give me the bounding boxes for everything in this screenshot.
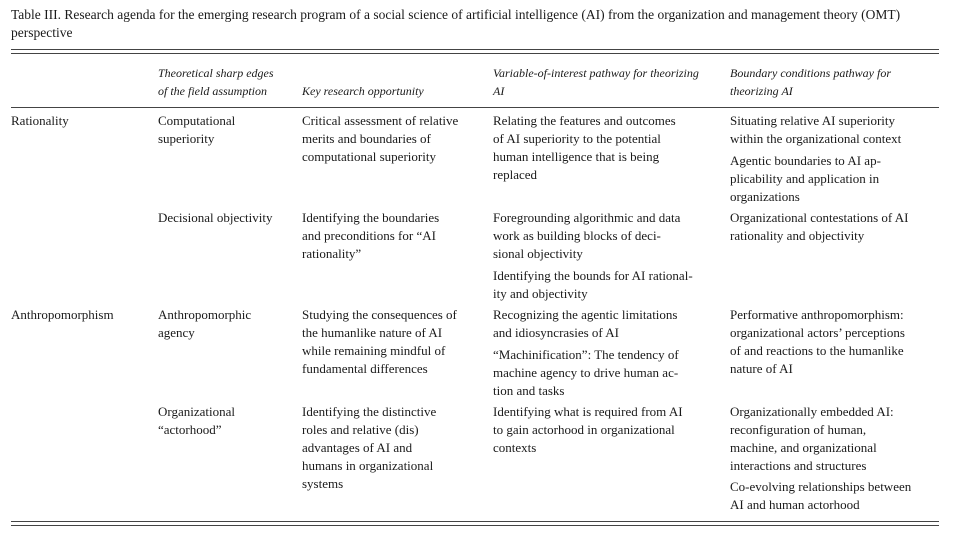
edge-line: Computational: [158, 113, 236, 128]
text-line: nature of AI: [730, 361, 793, 376]
text-line: rationality and objectivity: [730, 228, 865, 243]
text-line: plicability and application in: [730, 171, 880, 186]
edge-line: superiority: [158, 131, 215, 146]
text-line: Studying the consequences of: [302, 307, 457, 322]
text-line: systems: [302, 476, 344, 491]
text-line: merits and boundaries of: [302, 131, 431, 146]
category-rationality: Rationality: [11, 113, 69, 128]
header-edge-line2: of the field assumption: [158, 84, 267, 98]
text-line: Relating the features and outcomes: [493, 113, 676, 128]
bottom-rule-2: [11, 525, 939, 526]
text-line: Foregrounding algorithmic and data: [493, 210, 681, 225]
text-line: ity and objectivity: [493, 286, 588, 301]
text-line: Identifying the distinctive: [302, 404, 437, 419]
header-boundary-line2: theorizing AI: [730, 84, 793, 98]
text-line: of and reactions to the humanlike: [730, 343, 904, 358]
opportunity-computational: [302, 112, 500, 166]
boundary-computational-1: [730, 112, 954, 148]
top-rule: [11, 49, 939, 50]
edge-actorhood: [158, 403, 311, 439]
text-line: Co-evolving relationships between: [730, 479, 912, 494]
text-line: work as building blocks of deci-: [493, 228, 661, 243]
opportunity-actorhood: [302, 403, 500, 493]
edge-line: Anthropomorphic: [158, 307, 252, 322]
text-line: Critical assessment of relative: [302, 113, 459, 128]
header-edge-line1: Theoretical sharp edges: [158, 66, 274, 80]
text-line: sional objectivity: [493, 246, 583, 261]
variable-decisional-2: [493, 267, 738, 303]
text-line: rationality”: [302, 246, 362, 261]
header-boundary: [730, 64, 940, 100]
text-line: Organizational contestations of AI: [730, 210, 909, 225]
text-line: advantages of AI and: [302, 440, 413, 455]
text-line: machine agency to drive human ac-: [493, 365, 679, 380]
opportunity-decisional: [302, 209, 500, 263]
table-caption: Table III. Research agenda for the emerging research program of a social science of artificial intelligence (AI) from the organization and management theory (OMT) perspective: [11, 7, 901, 40]
header-edge: [158, 64, 298, 100]
boundary-agency: [730, 306, 954, 378]
opportunity-agency: [302, 306, 500, 378]
header-boundary-line1: Boundary conditions pathway for: [730, 66, 891, 80]
text-line: Agentic boundaries to AI ap-: [730, 153, 881, 168]
variable-computational: [493, 112, 738, 184]
header-variable-line1: Variable-of-interest pathway for theorizing: [493, 66, 699, 80]
text-line: Situating relative AI superiority: [730, 113, 895, 128]
edge-line: Decisional objectivity: [158, 210, 273, 225]
text-line: organizational actors’ perceptions: [730, 325, 905, 340]
boundary-computational-2: [730, 152, 954, 206]
text-line: replaced: [493, 167, 538, 182]
edge-computational: [158, 112, 311, 148]
boundary-decisional: [730, 209, 954, 245]
text-line: within the organizational context: [730, 131, 902, 146]
edge-line: “actorhood”: [158, 422, 222, 437]
boundary-actorhood-2: [730, 478, 954, 514]
text-line: while remaining mindful of: [302, 343, 446, 358]
text-line: roles and relative (dis): [302, 422, 419, 437]
edge-decisional: [158, 209, 311, 227]
text-line: Identifying what is required from AI: [493, 404, 683, 419]
header-opportunity: Key research opportunity: [302, 84, 424, 98]
text-line: Performative anthropomorphism:: [730, 307, 904, 322]
variable-decisional-1: [493, 209, 738, 263]
text-line: humans in organizational: [302, 458, 434, 473]
text-line: fundamental differences: [302, 361, 428, 376]
text-line: Identifying the bounds for AI rational-: [493, 268, 693, 283]
text-line: Organizationally embedded AI:: [730, 404, 894, 419]
text-line: reconfiguration of human,: [730, 422, 867, 437]
text-line: AI and human actorhood: [730, 497, 860, 512]
text-line: contexts: [493, 440, 537, 455]
text-line: and preconditions for “AI: [302, 228, 436, 243]
variable-actorhood: [493, 403, 738, 457]
text-line: Recognizing the agentic limitations: [493, 307, 678, 322]
boundary-actorhood-1: [730, 403, 954, 475]
variable-agency-2: [493, 346, 738, 400]
edge-agency: [158, 306, 311, 342]
header-rule: [11, 107, 939, 108]
bottom-rule: [11, 521, 939, 522]
text-line: “Machinification”: The tendency of: [493, 347, 679, 362]
edge-line: agency: [158, 325, 195, 340]
text-line: to gain actorhood in organizational: [493, 422, 675, 437]
edge-line: Organizational: [158, 404, 236, 419]
text-line: the humanlike nature of AI: [302, 325, 443, 340]
category-anthropomorphism: Anthropomorphism: [11, 307, 114, 322]
text-line: of AI superiority to the potential: [493, 131, 661, 146]
top-rule-2: [11, 53, 939, 54]
text-line: and idiosyncrasies of AI: [493, 325, 620, 340]
text-line: human intelligence that is being: [493, 149, 660, 164]
text-line: tion and tasks: [493, 383, 565, 398]
variable-agency-1: [493, 306, 738, 342]
text-line: machine, and organizational: [730, 440, 877, 455]
text-line: organizations: [730, 189, 800, 204]
header-variable: [493, 64, 723, 100]
header-variable-line2: AI: [493, 84, 505, 98]
text-line: computational superiority: [302, 149, 436, 164]
text-line: Identifying the boundaries: [302, 210, 440, 225]
text-line: interactions and structures: [730, 458, 867, 473]
